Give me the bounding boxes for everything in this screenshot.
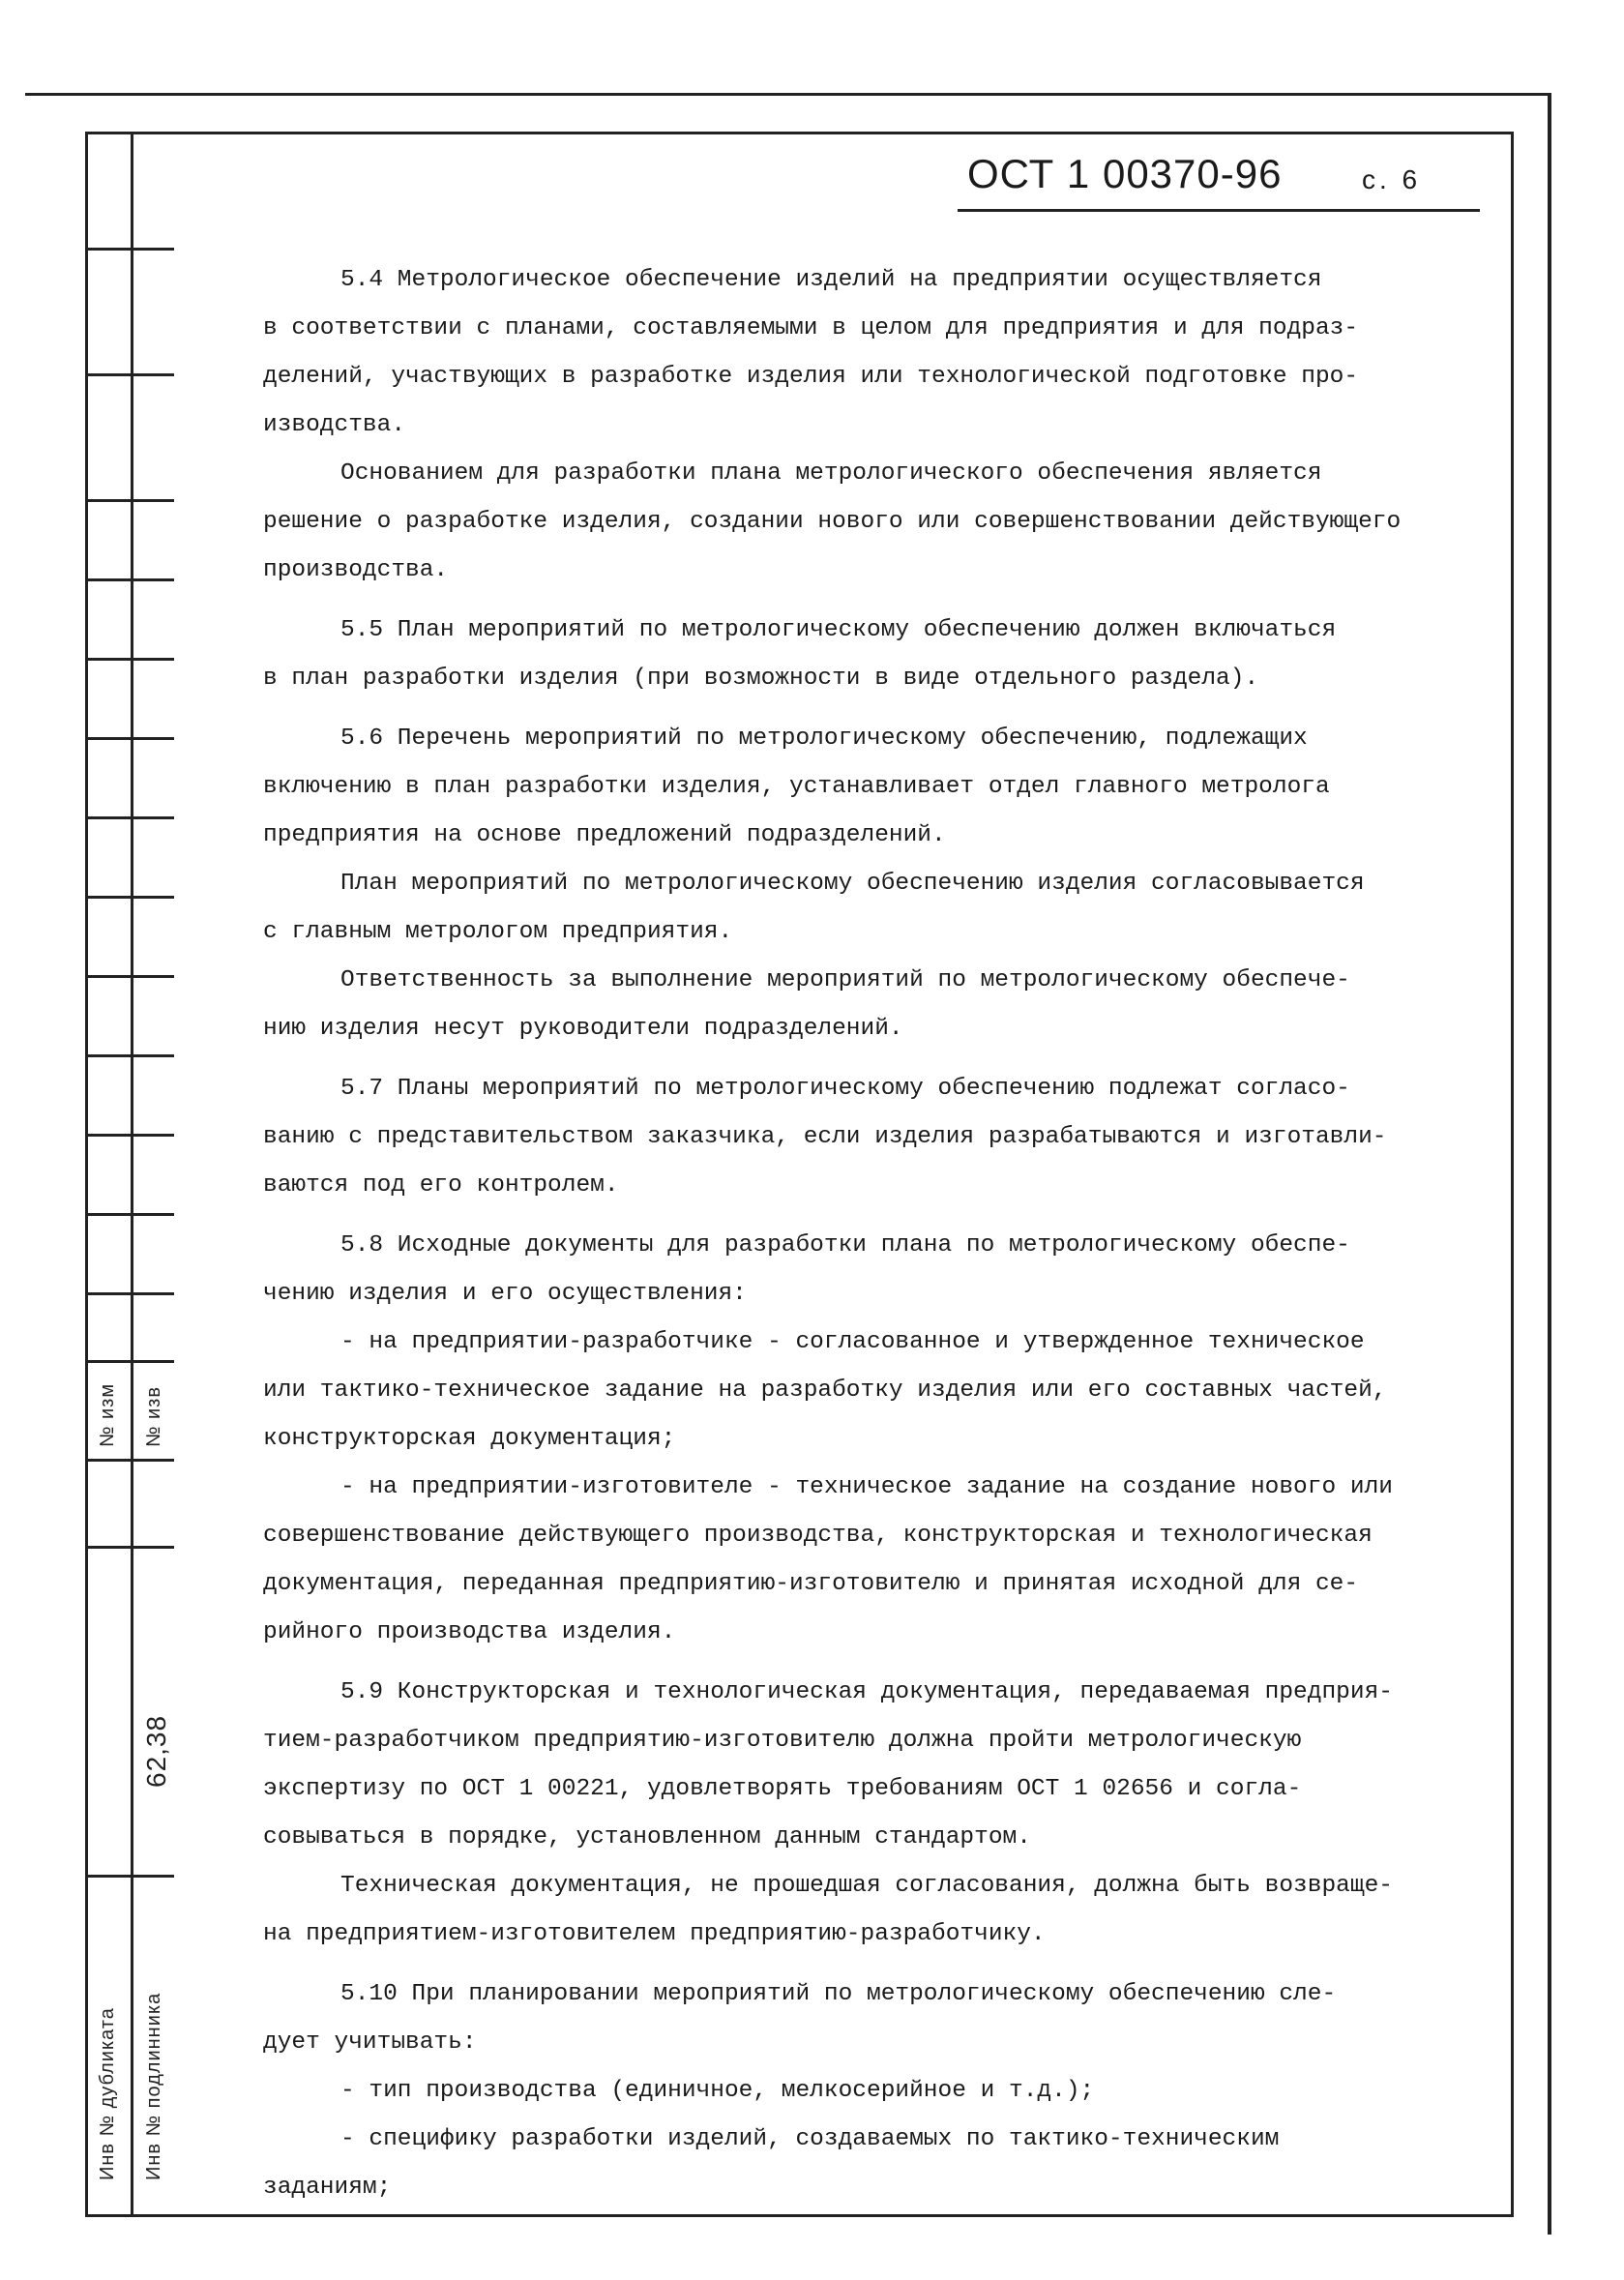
text-line: рийного производства изделия. bbox=[263, 1619, 676, 1645]
inv-podl-label: Инв № подлинника bbox=[143, 1992, 164, 2180]
text-line: 5.10 При планировании мероприятий по метрологическому обеспечению сле- bbox=[340, 1981, 1337, 2007]
text-line: конструкторская документация; bbox=[263, 1426, 676, 1452]
text-line: чению изделия и его осуществления: bbox=[263, 1281, 747, 1307]
text-line: - на предприятии-разработчике - согласованное и утвержденное техническое bbox=[340, 1329, 1365, 1355]
margin-stamp bbox=[85, 132, 174, 2217]
text-line: ваются под его контролем. bbox=[263, 1172, 619, 1199]
text-line: решение о разработке изделия, создании нового или совершенствовании действующего bbox=[263, 509, 1402, 535]
text-line: документация, переданная предприятию-изготовителю и принятая исходной для се- bbox=[263, 1571, 1359, 1597]
text-line: нию изделия несут руководители подразделений. bbox=[263, 1016, 903, 1042]
text-line: 5.9 Конструкторская и технологическая документация, передаваемая предприя- bbox=[340, 1679, 1393, 1705]
text-line: 5.7 Планы мероприятий по метрологическому обеспечению подлежат согласо- bbox=[340, 1076, 1350, 1102]
stamp-divider bbox=[131, 132, 133, 2217]
text-line: производства. bbox=[263, 557, 449, 583]
text-line: дует учитывать: bbox=[263, 2029, 477, 2056]
text-line: тием-разработчиком предприятию-изготовителю должна пройти метрологическую bbox=[263, 1728, 1302, 1754]
text-line: в план разработки изделия (при возможности в виде отдельного раздела). bbox=[263, 666, 1259, 692]
text-line: - специфику разработки изделий, создаваемых по тактико-техническим bbox=[340, 2126, 1280, 2152]
text-line: Техническая документация, не прошедшая согласования, должна быть возвраще- bbox=[340, 1873, 1393, 1899]
text-line: - тип производства (единичное, мелкосерийное и т.д.); bbox=[340, 2078, 1095, 2104]
text-line: совываться в порядке, установленном данным стандартом. bbox=[263, 1824, 1031, 1851]
stamp-value: 62,38 bbox=[141, 1714, 171, 1788]
inv-dubl-label: Инв № дубликата bbox=[97, 2007, 118, 2180]
page-number: с. 6 bbox=[1362, 164, 1422, 194]
text-line: Основанием для разработки плана метрологического обеспечения является bbox=[340, 460, 1322, 487]
standard-code: ОСТ 1 00370-96 bbox=[967, 151, 1283, 196]
izm-label: № изм bbox=[97, 1382, 118, 1447]
text-line: Ответственность за выполнение мероприятий по метрологическому обеспече- bbox=[340, 967, 1350, 993]
text-line: 5.6 Перечень мероприятий по метрологическому обеспечению, подлежащих bbox=[340, 725, 1308, 752]
text-line: 5.8 Исходные документы для разработки плана по метрологическому обеспе- bbox=[340, 1232, 1350, 1258]
izv-label: № изв bbox=[143, 1386, 164, 1447]
text-line: изводства. bbox=[263, 412, 406, 438]
text-line: делений, участвующих в разработке изделия или технологической подготовке про- bbox=[263, 364, 1359, 390]
text-line: с главным метрологом предприятия. bbox=[263, 919, 733, 945]
text-line: экспертизу по ОСТ 1 00221, удовлетворять требованиям ОСТ 1 02656 и согла- bbox=[263, 1776, 1302, 1802]
text-line: 5.4 Метрологическое обеспечение изделий на предприятии осуществляется bbox=[340, 267, 1322, 293]
text-line: или тактико-техническое задание на разработку изделия или его составных частей, bbox=[263, 1377, 1387, 1404]
text-line: - на предприятии-изготовителе - техническое задание на создание нового или bbox=[340, 1474, 1393, 1500]
text-line: План мероприятий по метрологическому обеспечению изделия согласовывается bbox=[340, 871, 1365, 897]
text-line: заданиям; bbox=[263, 2175, 392, 2201]
text-line: ванию с представительством заказчика, если изделия разрабатываются и изготавли- bbox=[263, 1124, 1387, 1150]
text-line: предприятия на основе предложений подразделений. bbox=[263, 822, 946, 848]
text-line: включению в план разработки изделия, устанавливает отдел главного метролога bbox=[263, 774, 1330, 800]
text-line: совершенствование действующего производства, конструкторская и технологическая bbox=[263, 1523, 1373, 1549]
page-header bbox=[958, 151, 1480, 212]
text-line: на предприятием-изготовителем предприятию-разработчику. bbox=[263, 1921, 1046, 1947]
text-line: в соответствии с планами, составляемыми в целом для предприятия и для подраз- bbox=[263, 315, 1359, 341]
text-line: 5.5 План мероприятий по метрологическому обеспечению должен включаться bbox=[340, 617, 1337, 643]
